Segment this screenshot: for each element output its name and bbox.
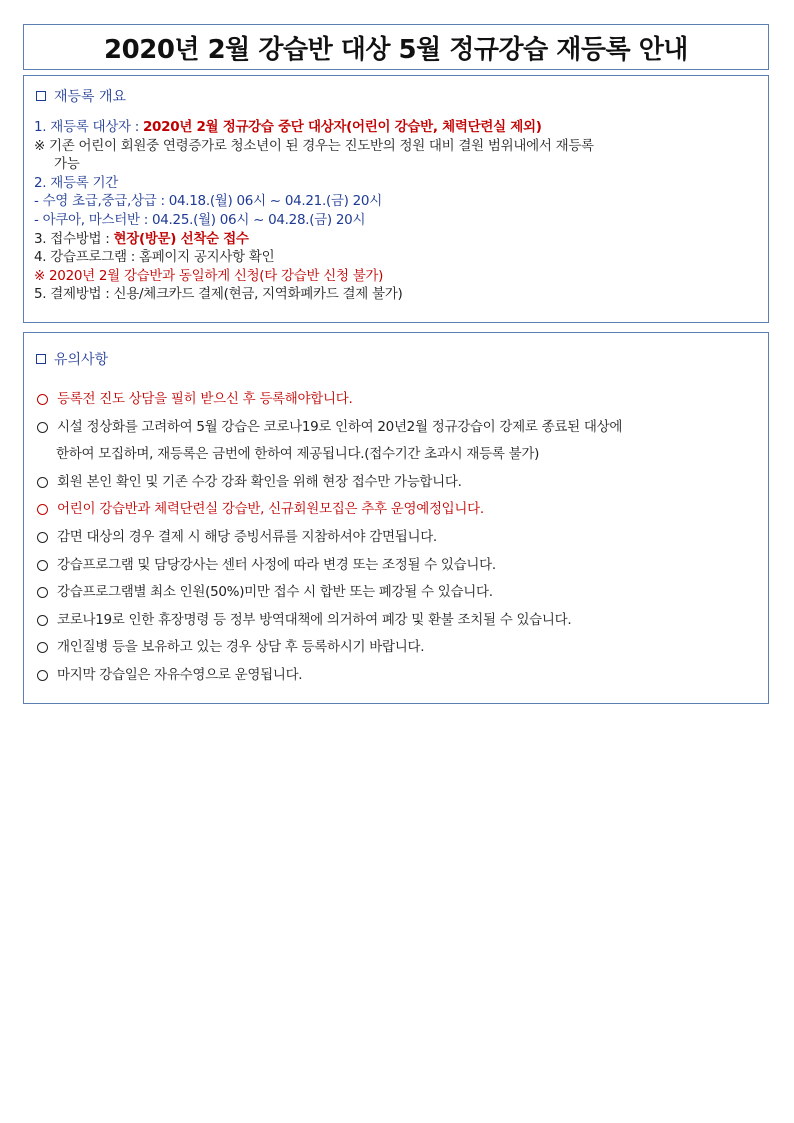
note-line: ※ 기존 어린이 회원중 연령증가로 청소년이 된 경우는 진도반의 정원 대비 결원 범위내에서 재등록 xyxy=(34,137,594,154)
circle-bullet-icon xyxy=(37,532,48,543)
payment-line: 5. 결제방법 : 신용/체크카드 결제(현금, 지역화폐카드 결제 불가) xyxy=(34,286,403,303)
method-value: 현장(방문) 선착순 접수 xyxy=(113,230,249,247)
target-value: 2020년 2월 정규강습 중단 대상자(어린이 강습반, 체력단련실 제외) xyxy=(142,119,542,135)
period-swim: - 수영 초급,중급,상급 : 04.18.(월) 06시 ~ 04.21.(금) 20시 xyxy=(34,193,382,210)
list-item: 등록전 진도 상담을 필히 받으신 후 등록해야합니다. xyxy=(34,386,756,414)
program-line: 4. 강습프로그램 : 홈페이지 공지사항 확인 xyxy=(34,249,275,266)
page-title: 2020년 2월 강습반 대상 5월 정규강습 재등록 안내 xyxy=(104,34,688,65)
circle-bullet-icon xyxy=(37,642,48,653)
period-aqua: - 아쿠아, 마스터반 : 04.25.(월) 06시 ~ 04.28.(금) 20시 xyxy=(34,211,366,228)
circle-bullet-icon xyxy=(37,615,48,626)
note-line-cont: 가능 xyxy=(54,156,80,173)
circle-bullet-icon xyxy=(37,560,48,571)
notes-heading-text: 유의사항 xyxy=(54,352,109,368)
list-item: 어린이 강습반과 체력단련실 강습반, 신규회원모집은 추후 운영예정입니다. xyxy=(34,496,756,524)
list-item: 회원 본인 확인 및 기존 수강 강좌 확인을 위해 현장 접수만 가능합니다. xyxy=(34,469,756,497)
square-bullet-icon xyxy=(36,354,46,364)
circle-bullet-icon xyxy=(37,587,48,598)
method-line xyxy=(34,230,756,249)
target-label: 1. 재등록 대상자 : xyxy=(34,119,143,135)
period-heading: 2. 재등록 기간 xyxy=(34,174,118,191)
list-item: 강습프로그램 및 담당강사는 센터 사정에 따라 변경 또는 조정될 수 있습니다. xyxy=(34,552,756,580)
method-label: 3. 접수방법 : xyxy=(34,230,114,247)
circle-bullet-icon xyxy=(37,394,48,405)
square-bullet-icon xyxy=(36,91,46,101)
overview-heading xyxy=(34,86,756,106)
notes-section xyxy=(23,332,769,704)
circle-bullet-icon xyxy=(37,504,48,515)
overview-heading-text: 재등록 개요 xyxy=(54,89,127,105)
notes-list xyxy=(34,386,756,690)
circle-bullet-icon xyxy=(37,422,48,433)
same-class-note: ※ 2020년 2월 강습반과 동일하게 신청(타 강습반 신청 불가) xyxy=(34,267,384,284)
list-item: 감면 대상의 경우 결제 시 해당 증빙서류를 지참하셔야 감면됩니다. xyxy=(34,524,756,552)
circle-bullet-icon xyxy=(37,477,48,488)
list-item: 시설 정상화를 고려하여 5월 강습은 코로나19로 인하여 20년2월 정규강습이 강제로 종료된 대상에 xyxy=(34,414,756,442)
list-item: 강습프로그램별 최소 인원(50%)미만 접수 시 합반 또는 폐강될 수 있습니다. xyxy=(34,579,756,607)
list-item-continuation: 한하여 모집하며, 재등록은 금번에 한하여 제공됩니다.(접수기간 초과시 재등록 불가) xyxy=(56,446,540,463)
target-line xyxy=(34,118,756,137)
list-item: 마지막 강습일은 자유수영으로 운영됩니다. xyxy=(34,662,756,690)
notes-heading xyxy=(34,349,756,369)
list-item: 개인질병 등을 보유하고 있는 경우 상담 후 등록하시기 바랍니다. xyxy=(34,634,756,662)
circle-bullet-icon xyxy=(37,670,48,681)
list-item: 코로나19로 인한 휴장명령 등 정부 방역대책에 의거하여 폐강 및 환불 조치될 수 있습니다. xyxy=(34,607,756,635)
title-box xyxy=(23,24,769,70)
overview-section xyxy=(23,75,769,323)
